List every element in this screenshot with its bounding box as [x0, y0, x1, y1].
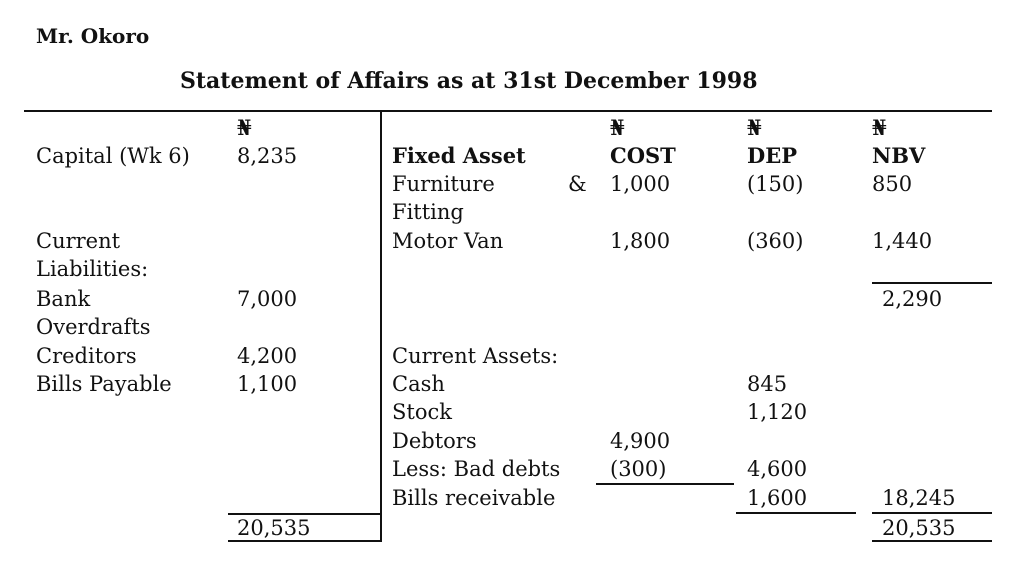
net-debtors-value: 4,600 [747, 457, 808, 481]
bills-receivable-label: Bills receivable [392, 486, 556, 510]
current-assets-heading: Current Assets: [392, 344, 559, 368]
fixed-asset-heading: Fixed Asset [392, 143, 526, 168]
furniture-dep: (150) [747, 172, 804, 196]
bills-payable-label: Bills Payable [36, 372, 172, 396]
nbv-subtotal-rule [872, 282, 992, 284]
creditors-value: 4,200 [237, 344, 298, 368]
bank-overdraft-label-line2: Overdrafts [36, 315, 151, 339]
currency-symbol-nbv: ₦ [872, 115, 887, 140]
left-total-rule-bottom [228, 540, 382, 542]
stock-label: Stock [392, 400, 452, 424]
left-total-value: 20,535 [237, 516, 311, 540]
furniture-cost: 1,000 [610, 172, 671, 196]
creditors-label: Creditors [36, 344, 137, 368]
furniture-label-line2: Fitting [392, 200, 464, 224]
nbv-heading: NBV [872, 143, 926, 168]
cost-heading: COST [610, 143, 676, 168]
cash-label: Cash [392, 372, 445, 396]
motor-van-dep: (360) [747, 229, 804, 253]
currency-symbol-cost: ₦ [610, 115, 625, 140]
owner-name: Mr. Okoro [36, 24, 150, 48]
bad-debts-underline [596, 483, 734, 485]
currency-symbol-left: ₦ [237, 115, 252, 140]
right-total-value: 20,535 [882, 516, 956, 540]
current-assets-total: 18,245 [882, 486, 956, 510]
fixed-assets-total: 2,290 [882, 287, 943, 311]
top-rule [24, 110, 992, 112]
current-liabilities-label-line2: Liabilities: [36, 257, 149, 281]
debtors-label: Debtors [392, 429, 477, 453]
capital-value: 8,235 [237, 144, 298, 168]
furniture-nbv: 850 [872, 172, 913, 196]
furniture-ampersand: & [568, 172, 587, 196]
cash-value: 845 [747, 372, 788, 396]
right-total-rule-bottom [872, 540, 992, 542]
currency-symbol-dep: ₦ [747, 115, 762, 140]
bad-debts-label: Less: Bad debts [392, 457, 561, 481]
current-liabilities-label-line1: Current [36, 229, 121, 253]
motor-van-cost: 1,800 [610, 229, 671, 253]
bank-overdraft-value: 7,000 [237, 287, 298, 311]
dep-heading: DEP [747, 143, 798, 168]
capital-label: Capital (Wk 6) [36, 144, 190, 168]
furniture-label-line1: Furniture [392, 172, 495, 196]
motor-van-nbv: 1,440 [872, 229, 933, 253]
bills-payable-value: 1,100 [237, 372, 298, 396]
bad-debts-value: (300) [610, 457, 667, 481]
dep-column-rule [736, 512, 856, 514]
bank-overdraft-label-line1: Bank [36, 287, 91, 311]
statement-title: Statement of Affairs as at 31st December 1998 [180, 68, 758, 94]
center-divider [380, 110, 382, 542]
stock-value: 1,120 [747, 400, 808, 424]
motor-van-label: Motor Van [392, 229, 504, 253]
debtors-value: 4,900 [610, 429, 671, 453]
bills-receivable-value: 1,600 [747, 486, 808, 510]
